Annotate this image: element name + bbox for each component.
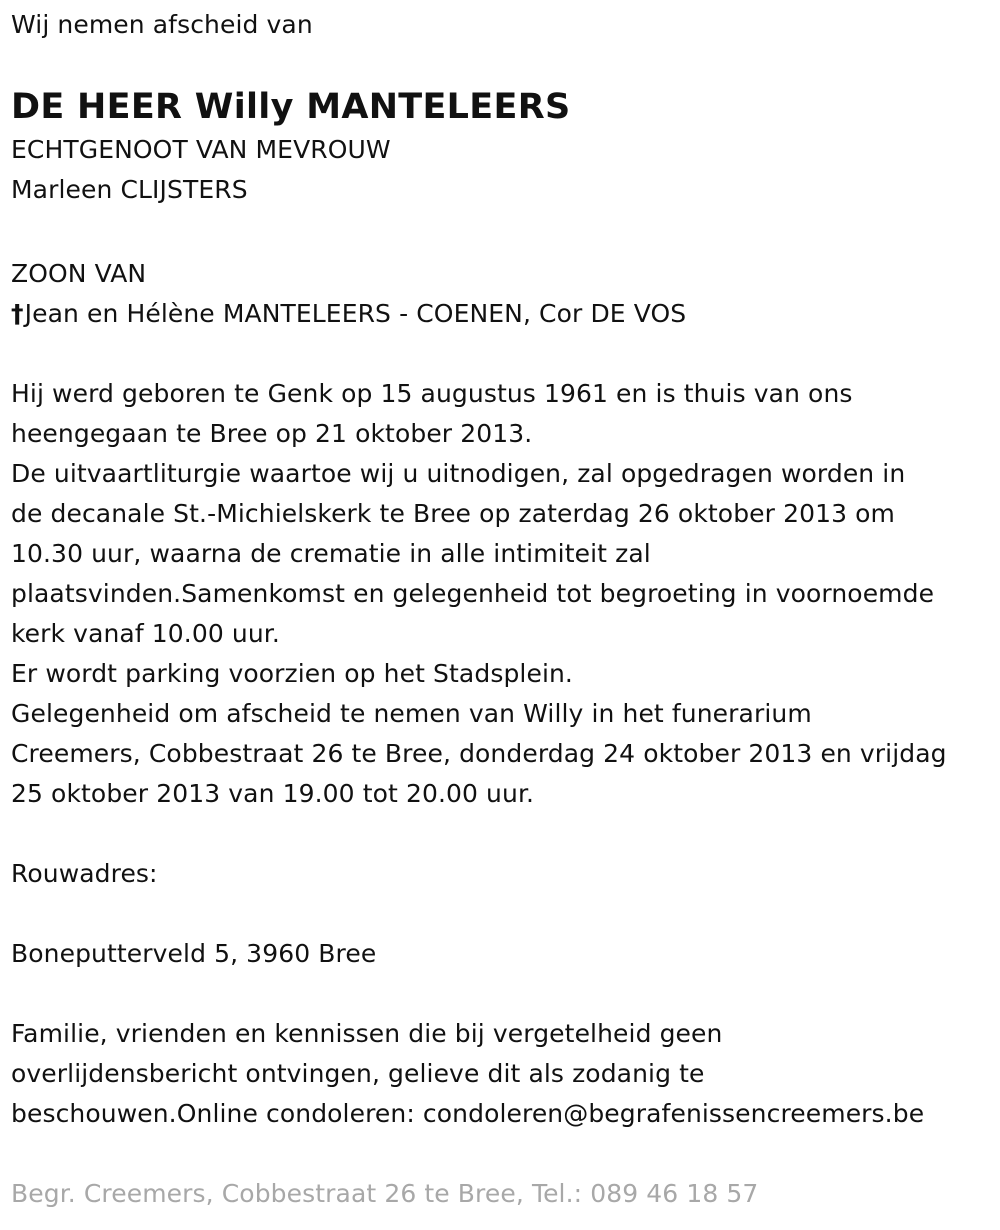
deceased-block	[11, 84, 570, 210]
intro-text: Wij nemen afscheid van	[11, 10, 313, 39]
body-text	[11, 374, 996, 814]
deceased-name: DE HEER Willy MANTELEERS	[11, 87, 571, 127]
body-line: Gelegenheid om afscheid te nemen van Willy in het funerarium	[11, 699, 812, 728]
parents-label: ZOON VAN	[11, 259, 147, 288]
body-line: kerk vanaf 10.00 uur.	[11, 619, 280, 648]
body-line: 10.30 uur, waarna de crematie in alle intimiteit zal	[11, 539, 651, 568]
spouse-label: ECHTGENOOT VAN MEVROUW	[11, 135, 391, 164]
closing-line: beschouwen.Online condoleren: condoleren@begrafenissencreemers.be	[11, 1099, 925, 1128]
closing-text	[11, 1014, 924, 1134]
spouse-block	[11, 130, 570, 210]
closing-line: overlijdensbericht ontvingen, gelieve dit als zodanig te	[11, 1059, 705, 1088]
body-line: De uitvaartliturgie waartoe wij u uitnodigen, zal opgedragen worden in	[11, 459, 906, 488]
cross-icon: †	[11, 299, 24, 328]
parents-block	[11, 254, 686, 334]
spouse-name: Marleen CLIJSTERS	[11, 175, 248, 204]
parents-names-line	[11, 294, 686, 334]
body-line: Creemers, Cobbestraat 26 te Bree, donderdag 24 oktober 2013 en vrijdag	[11, 739, 947, 768]
body-line: heengegaan te Bree op 21 oktober 2013.	[11, 419, 533, 448]
closing-line: Familie, vrienden en kennissen die bij vergetelheid geen	[11, 1019, 723, 1048]
body-line: Er wordt parking voorzien op het Stadsplein.	[11, 659, 573, 688]
funeral-home-footer: Begr. Creemers, Cobbestraat 26 te Bree, Tel.: 089 46 18 57	[11, 1179, 759, 1208]
address-label: Rouwadres:	[11, 859, 158, 888]
body-line: plaatsvinden.Samenkomst en gelegenheid tot begroeting in voornoemde	[11, 579, 935, 608]
body-line: Hij werd geboren te Genk op 15 augustus 1961 en is thuis van ons	[11, 379, 853, 408]
mourning-address: Boneputterveld 5, 3960 Bree	[11, 939, 377, 968]
body-line: de decanale St.-Michielskerk te Bree op zaterdag 26 oktober 2013 om	[11, 499, 895, 528]
parents-names: Jean en Hélène MANTELEERS - COENEN, Cor DE VOS	[24, 299, 687, 328]
body-line: 25 oktober 2013 van 19.00 tot 20.00 uur.	[11, 779, 535, 808]
